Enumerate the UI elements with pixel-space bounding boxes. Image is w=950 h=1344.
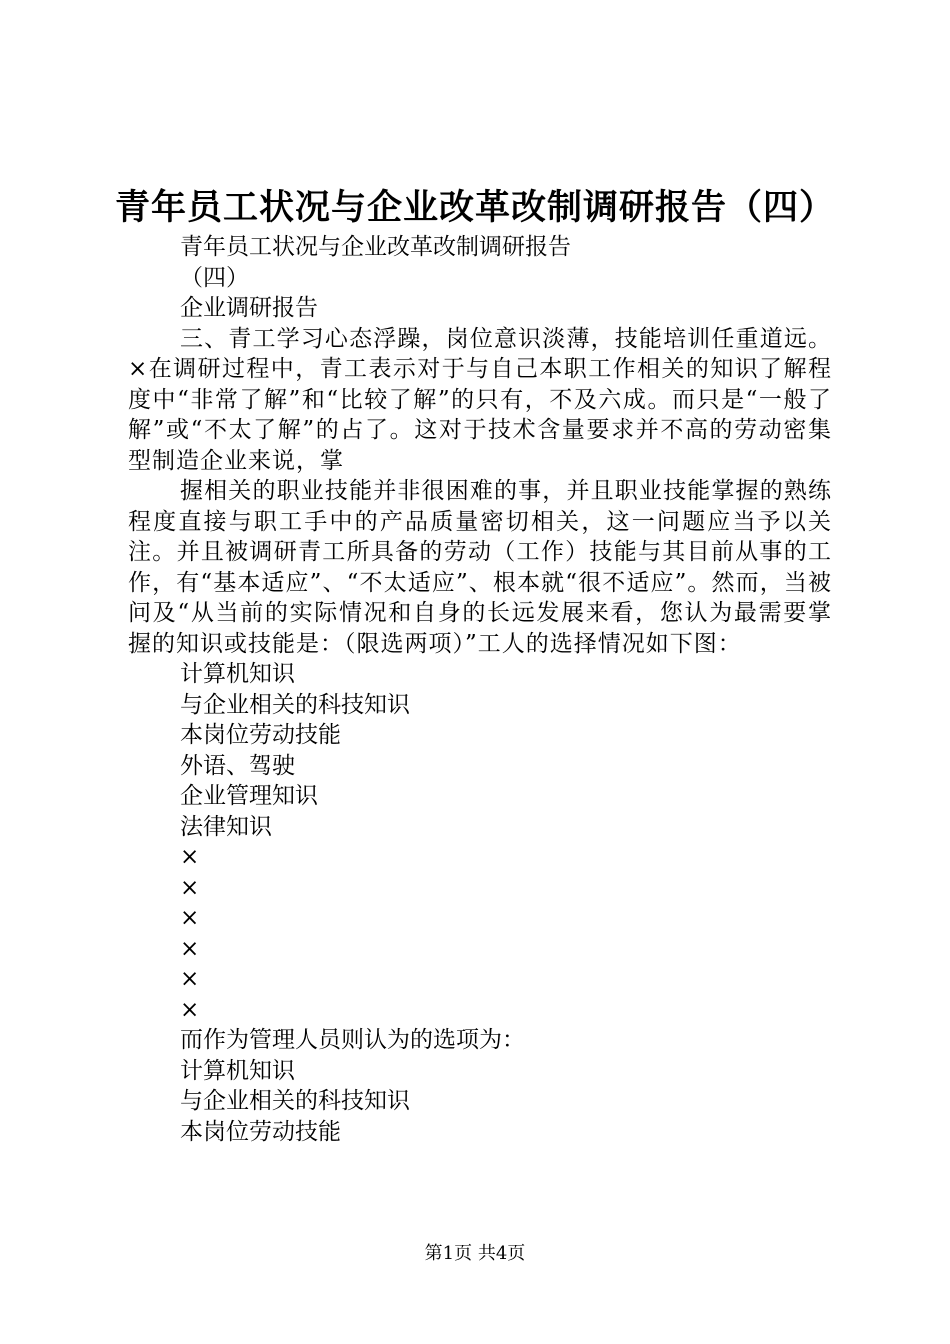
manager-options-list bbox=[128, 1056, 832, 1148]
manager-intro: 而作为管理人员则认为的选项为： bbox=[180, 1027, 525, 1053]
paragraph-1: 三、青工学习心态浮躁，岗位意识淡薄，技能培训任重道远。×在调研过程中，青工表示对于与自己本职工作相关的知识了解程度中“非常了解”和“比较了解”的只有，不及六成。而只是“一般了解”或“不太了解”的占了。这对于技术含量要求并不高的劳动密集型制造企业来说，掌 bbox=[128, 325, 832, 474]
subtitle-part-number: （四） bbox=[180, 264, 249, 291]
placeholder-mark: × bbox=[180, 966, 200, 992]
subtitle-line: 青年员工状况与企业改革改制调研报告 bbox=[180, 234, 571, 260]
list-item: 外语、驾驶 bbox=[180, 752, 295, 779]
list-item: 法律知识 bbox=[180, 813, 272, 840]
list-item: 与企业相关的科技知识 bbox=[180, 691, 410, 718]
document-body bbox=[128, 232, 832, 1147]
list-item: 本岗位劳动技能 bbox=[180, 722, 341, 748]
list-item: 本岗位劳动技能 bbox=[180, 1118, 341, 1145]
list-item: 与企业相关的科技知识 bbox=[180, 1088, 410, 1114]
document-title: 青年员工状况与企业改革改制调研报告（四） bbox=[114, 187, 835, 228]
placeholder-mark: × bbox=[180, 935, 200, 962]
list-item: 计算机知识 bbox=[180, 1057, 295, 1084]
list-item: 企业管理知识 bbox=[180, 783, 318, 809]
placeholder-mark: × bbox=[180, 844, 200, 870]
placeholder-mark: × bbox=[180, 874, 200, 901]
page-footer: 第1页 共4页 bbox=[424, 1243, 526, 1264]
subtitle-category: 企业调研报告 bbox=[180, 295, 318, 321]
worker-options-list bbox=[128, 659, 832, 842]
paragraph-2: 握相关的职业技能并非很困难的事，并且职业技能掌握的熟练程度直接与职工手中的产品质量密切相关，这一问题应当予以关注。并且被调研青工所具备的劳动（工作）技能与其目前从事的工作，有“基本适应”、“不太适应”、根本就“很不适应”。然而，当被问及“从当前的实际情况和自身的长远发展来看，您认为最需要掌握的知识或技能是：（限选两项）”工人的选择情况如下图： bbox=[128, 478, 832, 657]
placeholder-mark: × bbox=[180, 905, 200, 931]
placeholder-marks-list bbox=[128, 842, 832, 1025]
list-item: 计算机知识 bbox=[180, 661, 295, 687]
placeholder-mark: × bbox=[180, 996, 200, 1023]
